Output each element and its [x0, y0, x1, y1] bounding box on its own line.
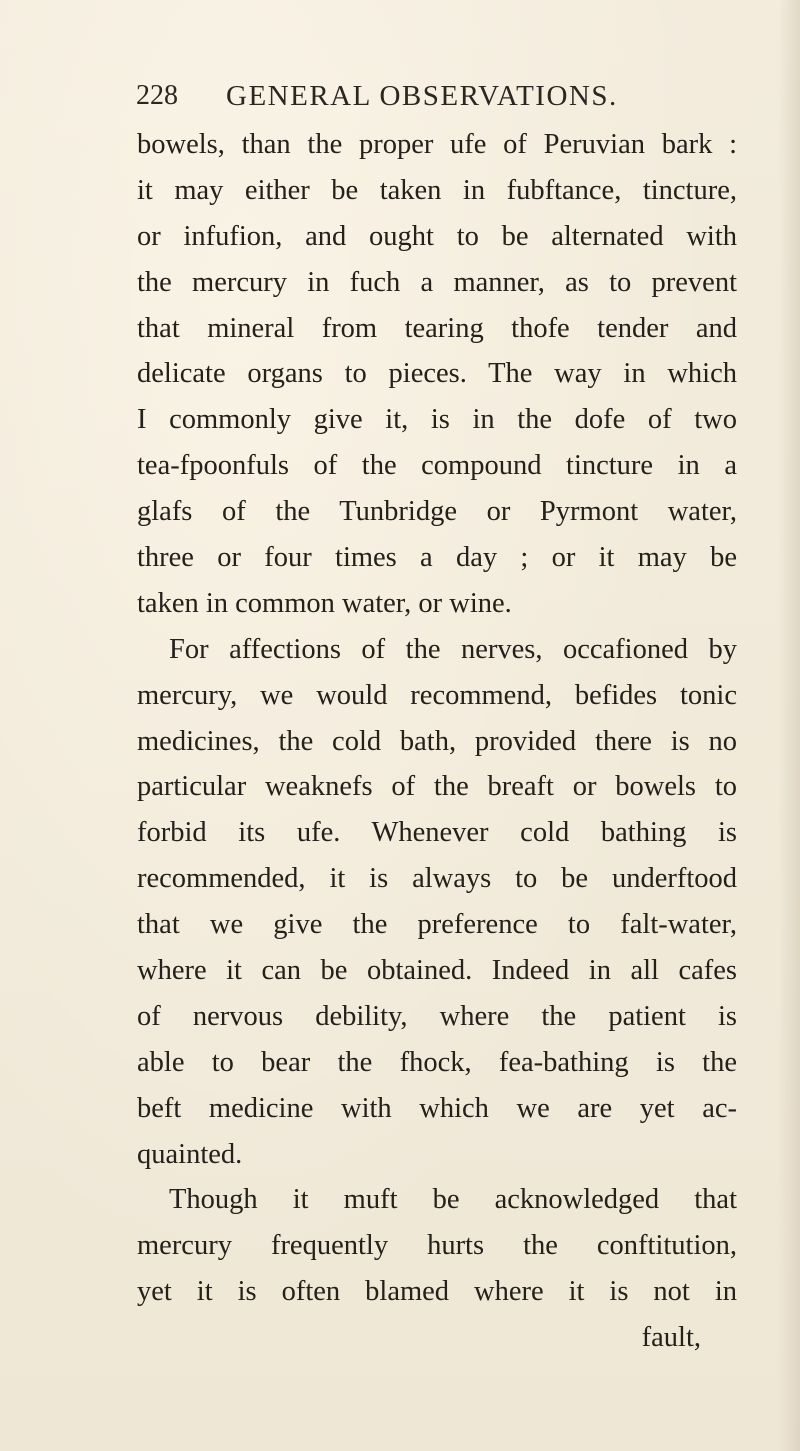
text-line: bowels, than the proper ufe of Peruvian bark : — [137, 129, 737, 160]
paragraph-end-line: quainted. — [137, 1138, 243, 1170]
text-line: or infufion, and ought to be alternated with — [137, 220, 737, 252]
text-line: delicate organs to pieces. The way in which — [137, 358, 737, 390]
text-line: recommended, it is always to be underftood — [137, 863, 737, 895]
paragraph-start-line: Though it muft be acknowledged that — [169, 1184, 737, 1216]
page-header — [136, 78, 776, 114]
text-line: forbid its ufe. Whenever cold bathing is — [137, 817, 737, 849]
text-line: of nervous debility, where the patient is — [137, 1000, 737, 1032]
text-line: mercury, we would recommend, befides tonic — [137, 679, 737, 711]
text-line: yet it is often blamed where it is not in — [137, 1276, 737, 1308]
text-line: that we give the preference to falt-water, — [137, 909, 737, 941]
page-edge-shadow — [778, 0, 800, 1451]
text-line: beft medicine with which we are yet ac- — [137, 1092, 737, 1124]
page-number: 228 — [136, 80, 178, 111]
text-line: three or four times a day ; or it may be — [137, 542, 737, 574]
text-line: particular weaknefs of the breaft or bowels to — [137, 771, 737, 803]
text-line: where it can be obtained. Indeed in all cafes — [137, 955, 737, 987]
text-line: glafs of the Tunbridge or Pyrmont water, — [137, 496, 737, 528]
text-line: I commonly give it, is in the dofe of two — [137, 404, 737, 436]
paragraph-end-line: taken in common water, or wine. — [137, 587, 512, 619]
running-title: GENERAL OBSERVATIONS. — [226, 80, 618, 112]
text-line: tea-fpoonfuls of the compound tincture in a — [137, 450, 737, 482]
body-text — [137, 122, 737, 1361]
catchword: fault, — [641, 1322, 701, 1354]
text-line: medicines, the cold bath, provided there is no — [137, 725, 737, 757]
text-line: the mercury in fuch a manner, as to prevent — [137, 266, 737, 298]
text-line: it may either be taken in fubftance, tincture, — [137, 174, 737, 206]
text-line: able to bear the fhock, fea-bathing is the — [137, 1046, 737, 1078]
paragraph-start-line: For affections of the nerves, occafioned by — [169, 633, 737, 665]
text-line: mercury frequently hurts the conftitution, — [137, 1230, 737, 1262]
text-line: that mineral from tearing thofe tender and — [137, 312, 737, 344]
